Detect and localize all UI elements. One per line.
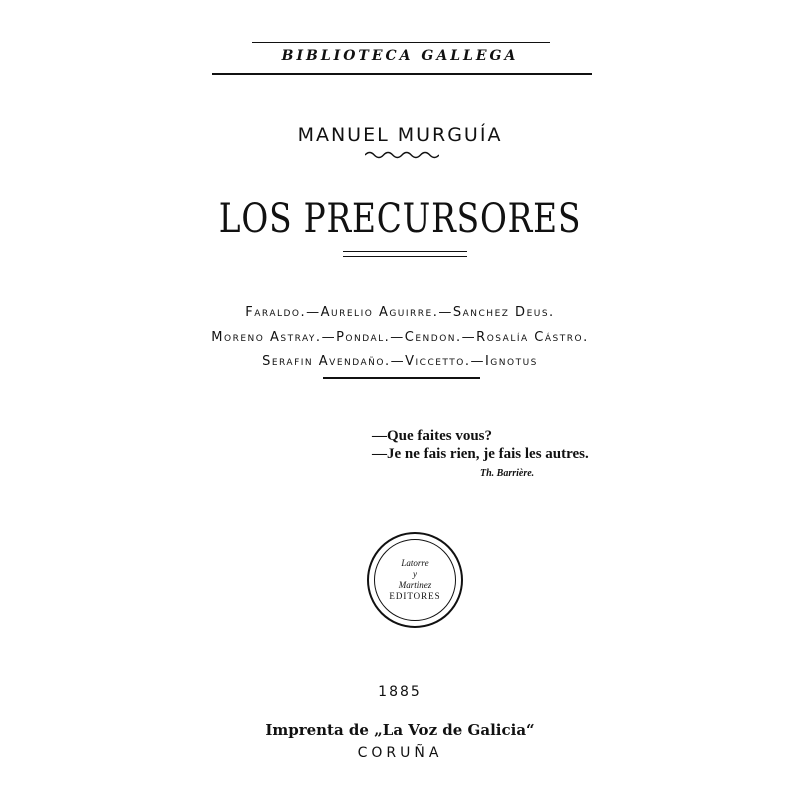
epigraph-line-2: —Je ne fais rien, je fais les autres. [372,446,589,462]
title-rule-top [343,251,467,252]
stamp-line-1: Latorre [401,558,429,568]
epigraph-attribution: Th. Barrière. [480,468,535,479]
publisher-stamp [367,532,463,628]
author-name: MANUEL MURGUÍA [297,124,503,146]
printer-name: Imprenta de „La Voz de Galicia“ [265,721,535,739]
names-line-2: Moreno Astray.—Pondal.—Cendon.—Rosalía Cástro. [211,330,589,345]
names-line-3: Serafin Avendaño.—Viccetto.—Ignotus [262,354,538,369]
series-top-rule [252,42,550,43]
publication-city: CORUÑA [357,745,443,761]
names-line-1: Faraldo.—Aurelio Aguirre.—Sanchez Deus. [245,305,555,320]
stamp-line-2: y [413,569,417,579]
stamp-line-3: Martinez [398,580,432,590]
wavy-ornament [365,150,439,160]
stamp-line-4: EDITORES [389,591,441,601]
series-bottom-rule [212,73,592,75]
series-name: BIBLIOTECA GALLEGA [281,48,519,64]
publication-year: 1885 [378,684,422,700]
epigraph-line-1: —Que faites vous? [372,428,492,444]
book-title: LOS PRECURSORES [218,196,582,242]
names-rule [323,377,480,379]
stamp-inner-ring [374,539,456,621]
title-rule-bottom [343,256,467,257]
